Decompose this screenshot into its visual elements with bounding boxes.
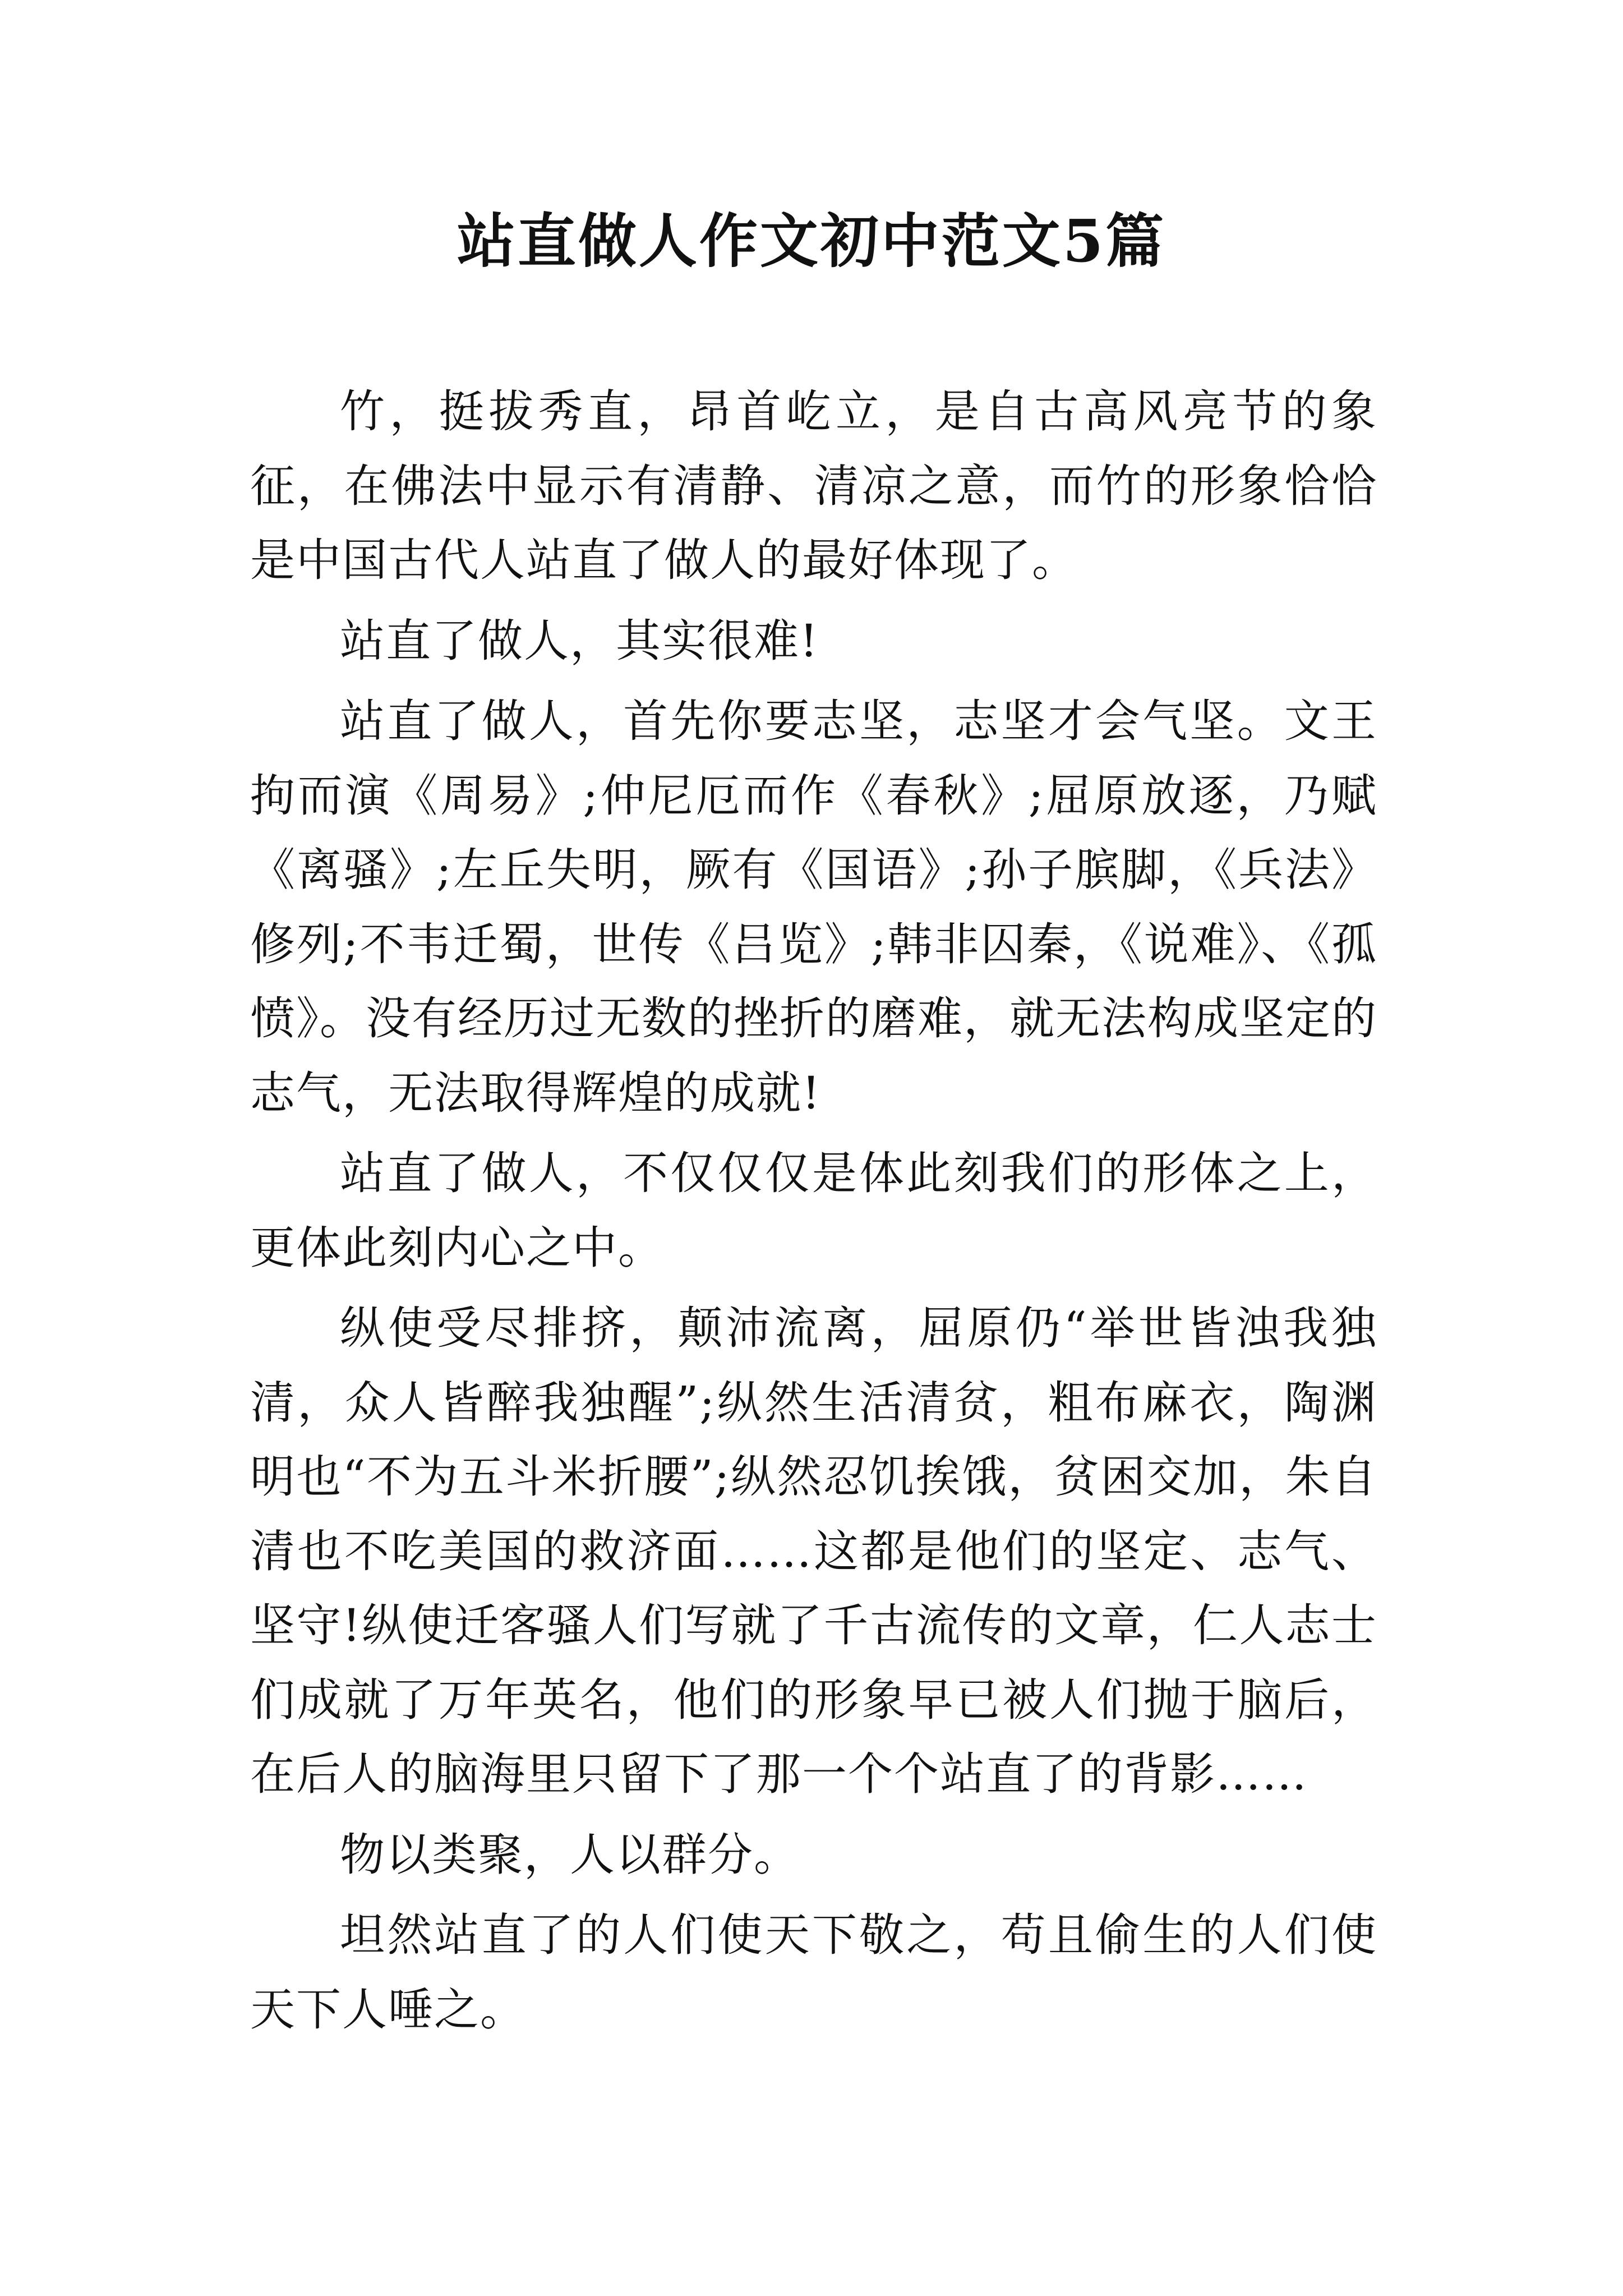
document-body <box>250 375 1377 2047</box>
paragraph-hard: 站直了做人，其实很难! <box>340 614 819 667</box>
paragraph-examples: 纵使受尽排挤，颠沛流离，屈原仍“举世皆浊我独清，众人皆醉我独醒”;纵然生活清贫，粗布麻衣，陶渊明也“不为五斗米折腰”;纵然忍饥挨饿，贫困交加，朱自清也不吃美国的救济面……这都是他们的坚定、志气、坚守!纵使迁客骚人们写就了千古流传的文章，仁人志士们成就了万年英名，他们的形象早已被人们抛于脑后，在后人的脑海里只留下了那一个个站直了的背影…… <box>250 1302 1377 1800</box>
paragraph-will: 站直了做人，首先你要志坚，志坚才会气坚。文王拘而演《周易》;仲尼厄而作《春秋》;屈原放逐，乃赋《离骚》;左丘失明，厥有《国语》;孙子膑脚，《兵法》修列;不韦迁蜀，世传《吕览》;韩非囚秦，《说难》、《孤愤》。没有经历过无数的挫折的磨难，就无法构成坚定的志气，无法取得辉煌的成就! <box>250 695 1377 1119</box>
document-title: 站直做人作文初中范文5篇 <box>457 206 1166 275</box>
paragraph-proverb: 物以类聚，人以群分。 <box>340 1828 800 1881</box>
paragraph-bamboo: 竹，挺拔秀直，昂首屹立，是自古高风亮节的象征，在佛法中显示有清静、清凉之意，而竹的形象恰恰是中国古代人站直了做人的最好体现了。 <box>250 385 1377 586</box>
paragraph-inner: 站直了做人，不仅仅仅是体此刻我们的形体之上，更体此刻内心之中。 <box>250 1147 1377 1274</box>
paragraph-conclusion: 坦然站直了的人们使天下敬之，苟且偷生的人们使天下人唾之。 <box>250 1909 1377 2036</box>
